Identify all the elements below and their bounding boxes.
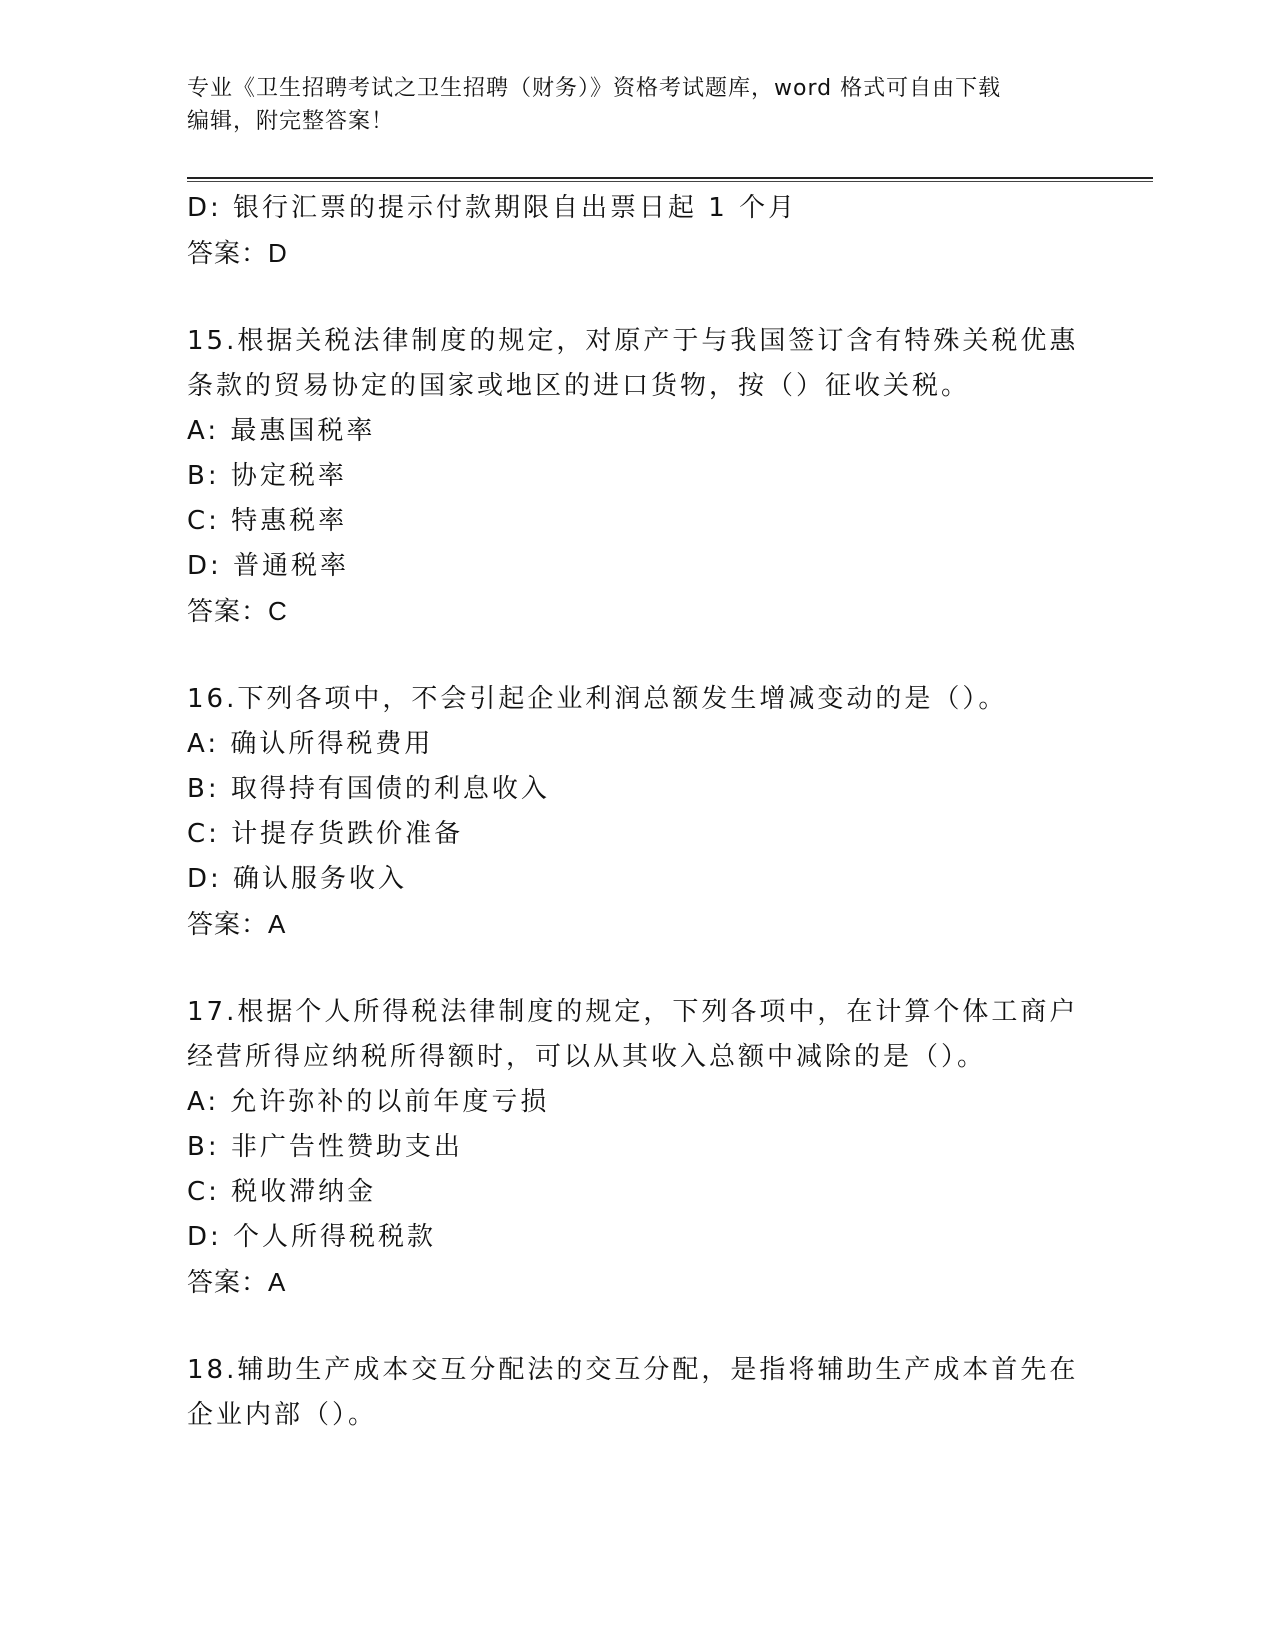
option-c: C: 特惠税率: [187, 506, 348, 536]
question-stem-line: 17.根据个人所得税法律制度的规定，下列各项中，在计算个体工商户: [187, 997, 1079, 1027]
option-b: B: 协定税率: [187, 461, 347, 491]
question-gap: [187, 1305, 1107, 1348]
question-stem-line: 18.辅助生产成本交互分配法的交互分配，是指将辅助生产成本首先在: [187, 1355, 1079, 1385]
question-stem-line: 16.下列各项中，不会引起企业利润总额发生增减变动的是（）。: [187, 684, 1008, 714]
question-gap: [187, 276, 1107, 319]
answer-line: 答案：C: [187, 596, 288, 626]
document-header: [187, 72, 1087, 138]
question-stem-line: 企业内部（）。: [187, 1400, 378, 1430]
header-rule-thick: [187, 177, 1153, 179]
question-18: [187, 1348, 1107, 1438]
question-14-tail: [187, 186, 1107, 276]
question-stem-line: 15.根据关税法律制度的规定，对原产于与我国签订含有特殊关税优惠: [187, 326, 1079, 356]
option-d: D: 银行汇票的提示付款期限自出票日起 1 个月: [187, 193, 798, 223]
question-gap: [187, 947, 1107, 990]
question-stem-line: 经营所得应纳税所得额时，可以从其收入总额中减除的是（）。: [187, 1042, 987, 1072]
option-c: C: 计提存货跌价准备: [187, 819, 464, 849]
option-d: D: 普通税率: [187, 551, 350, 581]
document-body: [187, 186, 1107, 1438]
option-a: A: 确认所得税费用: [187, 729, 434, 759]
option-d: D: 个人所得税税款: [187, 1222, 437, 1252]
option-b: B: 取得持有国债的利息收入: [187, 774, 550, 804]
option-d: D: 确认服务收入: [187, 864, 408, 894]
option-a: A: 允许弥补的以前年度亏损: [187, 1087, 550, 1117]
option-c: C: 税收滞纳金: [187, 1177, 377, 1207]
header-rule-thin: [187, 181, 1153, 182]
header-line-2: 编辑，附完整答案！: [187, 109, 395, 134]
question-16: [187, 677, 1107, 947]
option-a: A: 最惠国税率: [187, 416, 376, 446]
question-15: [187, 319, 1107, 634]
question-17: [187, 990, 1107, 1305]
answer-line: 答案：A: [187, 1267, 287, 1297]
question-gap: [187, 634, 1107, 677]
answer-line: 答案：D: [187, 238, 288, 268]
answer-line: 答案：A: [187, 909, 287, 939]
header-line-1: 专业《卫生招聘考试之卫生招聘（财务）》资格考试题库，word 格式可自由下载: [187, 76, 1002, 101]
question-stem-line: 条款的贸易协定的国家或地区的进口货物，按（）征收关税。: [187, 371, 971, 401]
option-b: B: 非广告性赞助支出: [187, 1132, 463, 1162]
